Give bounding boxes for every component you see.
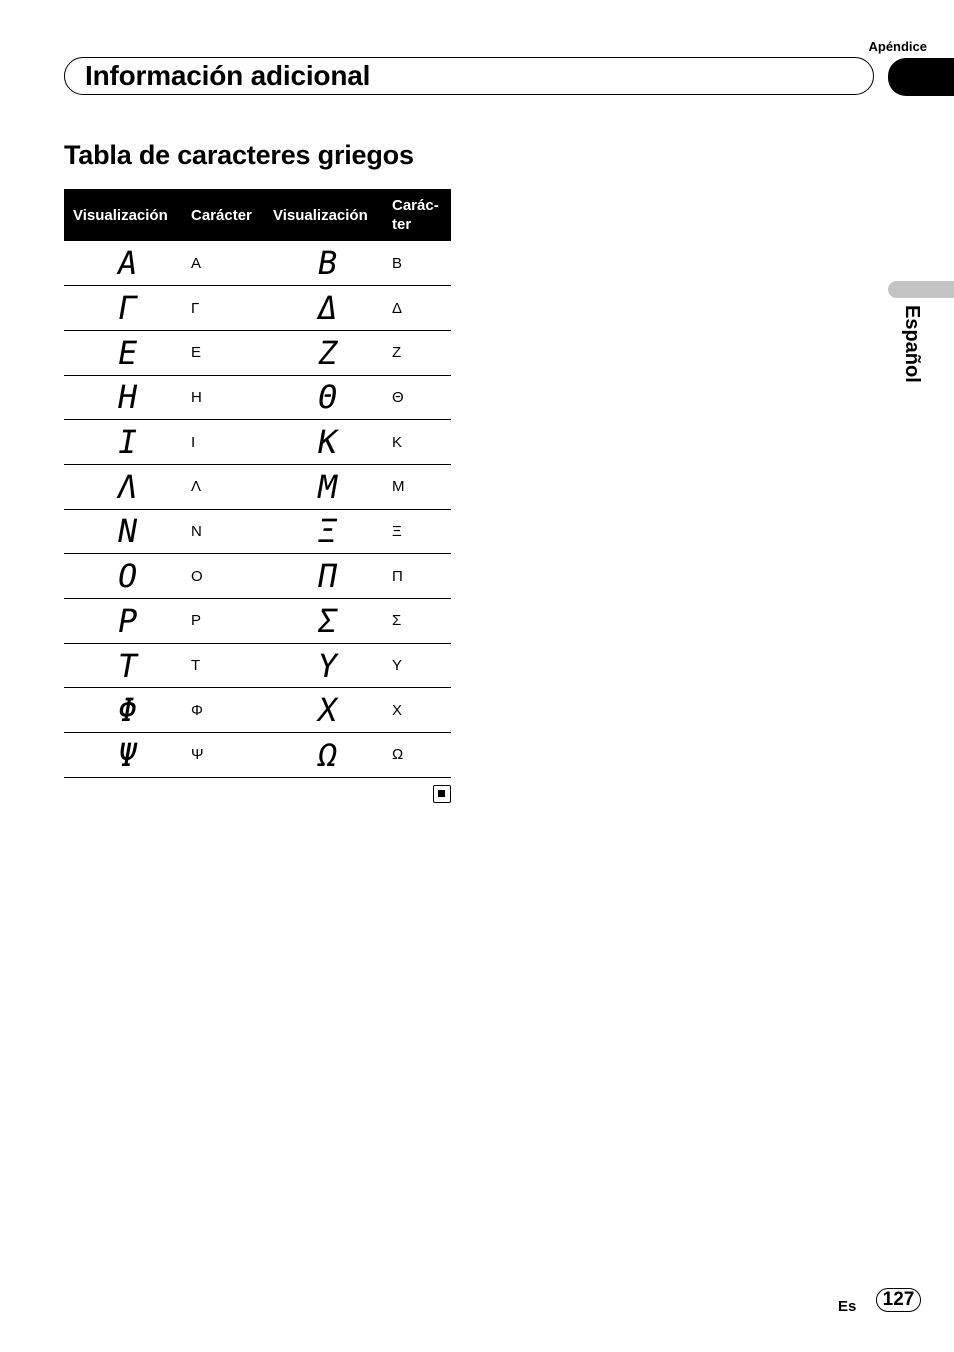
character-2: Β	[392, 254, 403, 272]
character-1: Η	[191, 388, 202, 406]
display-glyph-1: Λ	[114, 467, 141, 506]
table-row	[64, 420, 451, 465]
character-1: Φ	[191, 701, 203, 719]
header-display-2: Visualización	[264, 189, 383, 241]
header-display-1: Visualización	[64, 189, 182, 241]
character-2: Ω	[392, 746, 404, 764]
character-2: Σ	[392, 612, 402, 630]
character-1: Λ	[191, 478, 202, 496]
language-label: Español	[901, 305, 923, 383]
display-glyph-1: Φ	[114, 691, 141, 730]
display-glyph-2: M	[315, 467, 341, 506]
table-row	[64, 643, 451, 688]
section-title: Tabla de caracteres griegos	[64, 140, 414, 170]
character-1: Ι	[191, 433, 196, 451]
display-glyph-1: Ψ	[114, 735, 141, 774]
character-1: Ε	[191, 344, 202, 362]
character-2: Ξ	[392, 522, 402, 540]
table-row	[64, 509, 451, 554]
language-tab	[888, 281, 954, 298]
display-glyph-1: Γ	[114, 289, 141, 328]
table-row	[64, 375, 451, 420]
table-row	[64, 464, 451, 509]
display-glyph-2: Π	[315, 557, 341, 596]
character-1: Α	[191, 254, 202, 272]
character-2: Ζ	[392, 344, 402, 362]
character-1: Ν	[191, 522, 202, 540]
greek-character-table	[64, 189, 451, 778]
appendix-label: Apéndice	[868, 39, 927, 54]
display-glyph-1: I	[114, 423, 141, 462]
display-glyph-2: B	[315, 244, 341, 283]
table-row	[64, 688, 451, 733]
character-2: Θ	[392, 388, 404, 406]
character-2: Δ	[392, 299, 403, 317]
display-glyph-1: N	[114, 512, 141, 551]
table-row	[64, 599, 451, 644]
display-glyph-1: O	[114, 557, 141, 596]
character-2: Μ	[392, 478, 405, 496]
character-2: Π	[392, 567, 403, 585]
display-glyph-1: A	[114, 244, 141, 283]
display-glyph-1: T	[114, 646, 141, 685]
header-title: Información adicional	[85, 60, 371, 91]
header-char-2: Carác- ter	[383, 189, 451, 241]
table-row	[64, 286, 451, 331]
display-glyph-2: Y	[315, 646, 341, 685]
chapter-tab	[888, 58, 954, 96]
display-glyph-2: Ξ	[315, 512, 341, 551]
character-1: Γ	[191, 299, 200, 317]
display-glyph-1: H	[114, 378, 141, 417]
end-mark-icon	[433, 785, 451, 803]
footer-lang-code: Es	[838, 1298, 857, 1315]
display-glyph-2: Σ	[315, 601, 341, 640]
character-2: Χ	[392, 701, 403, 719]
table-row	[64, 330, 451, 375]
section-header-bar	[64, 57, 874, 95]
page-number: 127	[876, 1288, 921, 1312]
character-2: Υ	[392, 657, 403, 675]
header-char-1: Carácter	[182, 189, 264, 241]
table-row	[64, 554, 451, 599]
table-header-row	[64, 189, 451, 241]
display-glyph-2: Ω	[315, 735, 341, 774]
display-glyph-1: E	[114, 333, 141, 372]
display-glyph-2: Θ	[315, 378, 341, 417]
display-glyph-2: Z	[315, 333, 341, 372]
table-row	[64, 241, 451, 286]
display-glyph-2: Δ	[315, 289, 341, 328]
display-glyph-2: X	[315, 691, 341, 730]
character-1: Ρ	[191, 612, 202, 630]
character-1: Ο	[191, 567, 203, 585]
display-glyph-2: K	[315, 423, 341, 462]
table-row	[64, 733, 451, 778]
character-1: Τ	[191, 657, 201, 675]
display-glyph-1: P	[114, 601, 141, 640]
character-1: Ψ	[191, 746, 204, 764]
character-2: Κ	[392, 433, 403, 451]
